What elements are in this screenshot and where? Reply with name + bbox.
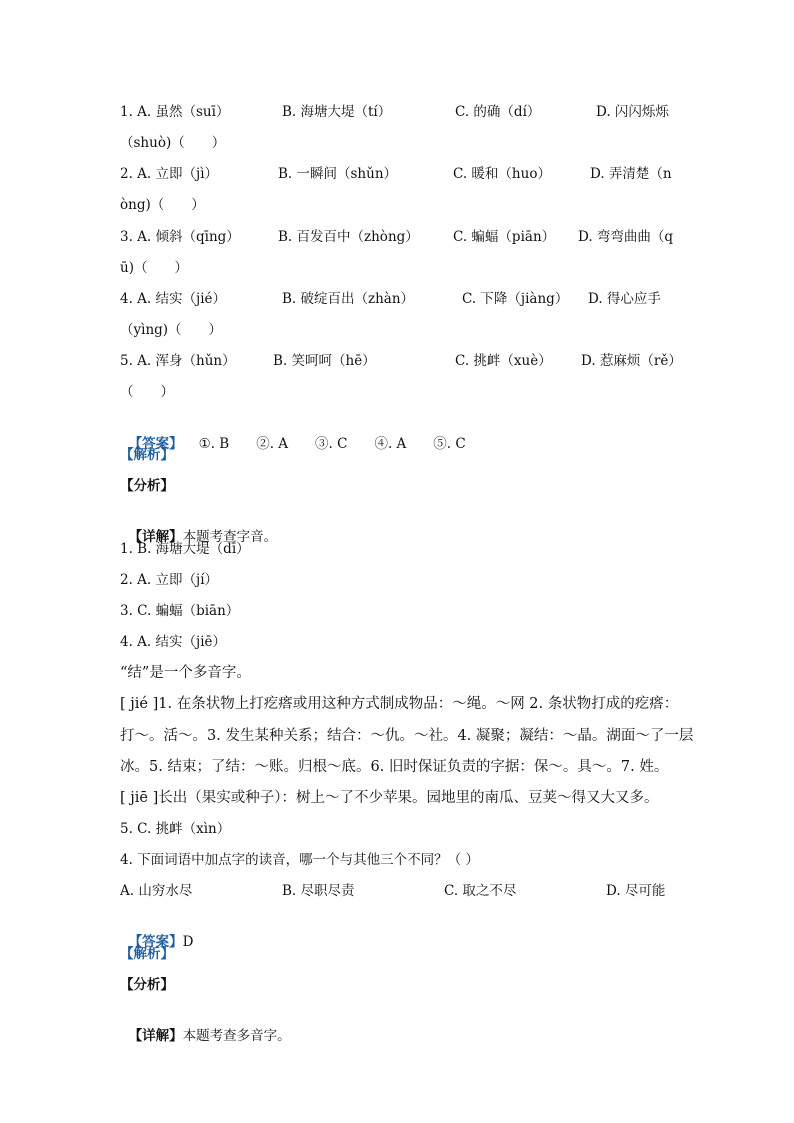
correction-3: 3. C. 蝙蝠（biān） [120, 603, 240, 619]
q1-option-b: B. 海塘大堤（tí） [282, 104, 392, 120]
jie2-definition-line-1: [ jié ]1. 在条状物上打疙瘩或用这种方式制成物品：～绳。～网 2. 条状物打成的疙瘩： [120, 696, 679, 712]
fenxi-tag: 【分析】 [120, 478, 174, 494]
correction-2: 2. A. 立即（jí） [120, 572, 219, 588]
q2-option-b: B. 一瞬间（shǔn） [278, 166, 398, 182]
q4b-stem: 4. 下面词语中加点字的读音，哪一个与其他三个不同？（ ） [120, 852, 479, 868]
q2-option-c: C. 暖和（huo） [453, 166, 551, 182]
correction-4: 4. A. 结实（jiē） [120, 634, 226, 650]
detail-tag: 【详解】 [128, 529, 183, 545]
q2-option-a: 2. A. 立即（jì） [120, 166, 219, 182]
correction-1: 1. B. 海塘大堤（dī） [120, 541, 250, 557]
detail-line-2 [120, 1006, 291, 1046]
q4-option-c: C. 下降（jiàng） [462, 291, 569, 307]
answer-tag: 【答案】 [128, 436, 183, 452]
correction-5: 5. C. 挑衅（xìn） [120, 821, 231, 837]
detail-text: 本题考查多音字。 [182, 1028, 291, 1044]
duoyin-note: “结”是一个多音字。 [120, 665, 251, 681]
q3-option-a: 3. A. 倾斜（qīng） [120, 229, 240, 245]
q1-option-a: 1. A. 虽然（suī） [120, 104, 230, 120]
answer-text: D [182, 934, 194, 950]
q4-continuation: （yìng)（ ） [120, 322, 223, 338]
q4-option-b: B. 破绽百出（zhàn） [282, 291, 415, 307]
q4b-option-a: A. 山穷水尽 [120, 883, 193, 899]
jie1-definition-line: [ jiē ]长出（果实或种子）：树上～了不少苹果。园地里的南瓜、豆荚～得又大又多。 [120, 790, 659, 806]
q3-option-c: C. 蝙蝠（piān） [453, 229, 556, 245]
analysis-tag: 【解析】 [120, 946, 174, 962]
q5-option-d: D. 惹麻烦（rě） [581, 353, 682, 369]
q4b-option-c: C. 取之不尽 [444, 883, 517, 899]
answer-text: ①. B ②. A ③. C ④. A ⑤. C [198, 436, 466, 452]
q5-continuation: （ ） [120, 384, 174, 400]
q4-option-a: 4. A. 结实（jié） [120, 291, 226, 307]
q1-option-d: D. 闪闪烁烁 [596, 104, 669, 120]
q5-option-c: C. 挑衅（xuè） [455, 353, 552, 369]
q3-continuation: ū)（ ） [120, 260, 188, 276]
fenxi-tag: 【分析】 [120, 977, 174, 993]
q5-option-b: B. 笑呵呵（hē） [273, 353, 376, 369]
q2-option-d: D. 弄清楚（n [590, 166, 672, 182]
analysis-tag: 【解析】 [120, 447, 174, 463]
answer-tag: 【答案】 [128, 934, 183, 950]
q4b-option-d: D. 尽可能 [606, 883, 666, 899]
detail-tag: 【详解】 [128, 1028, 183, 1044]
q5-option-a: 5. A. 浑身（hǔn） [120, 353, 236, 369]
detail-text: 本题考查字音。 [182, 529, 278, 545]
q4-option-d: D. 得心应手 [588, 291, 661, 307]
q3-option-d: D. 弯弯曲曲（q [578, 229, 674, 245]
q1-continuation: （shuò)（ ） [120, 135, 226, 151]
q1-option-c: C. 的确（dí） [455, 104, 541, 120]
jie2-definition-line-2: 打～。活～。3. 发生某种关系；结合：～仇。～社。4. 凝聚；凝结：～晶。湖面～了一层 [120, 728, 694, 744]
q2-continuation: òng)（ ） [120, 197, 205, 213]
jie2-definition-line-3: 冰。5. 结束；了结：～账。归根～底。6. 旧时保证负责的字据：保～。具～。7. 姓。 [120, 759, 669, 775]
q3-option-b: B. 百发百中（zhòng） [278, 229, 419, 245]
q4b-option-b: B. 尽职尽责 [282, 883, 355, 899]
